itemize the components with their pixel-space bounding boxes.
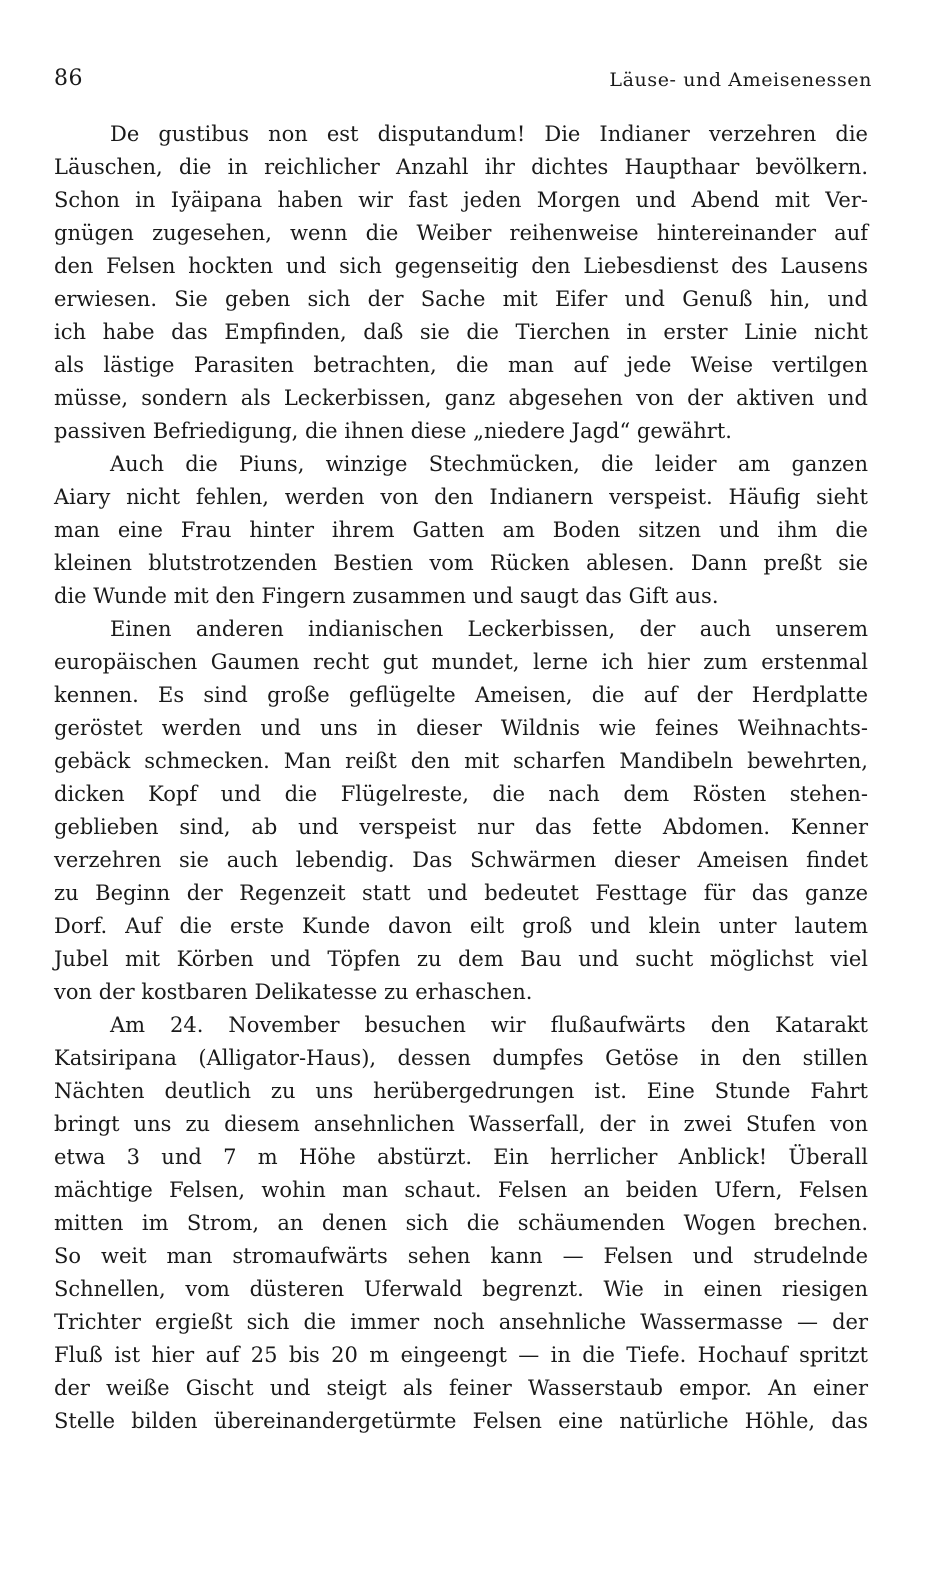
text-line: De gustibus non est disputandum! Die Indianer verzehren die (110, 122, 868, 146)
text-line: Katsiripana (Alligator-Haus), dessen dumpfes Getöse in den stillen (54, 1046, 868, 1070)
text-line: mitten im Strom, an denen sich die schäumenden Wogen brechen. (54, 1211, 868, 1235)
text-line: geröstet werden und uns in dieser Wildnis wie feines Weihnachts- (54, 716, 868, 740)
text-line: von der kostbaren Delikatesse zu erhaschen. (54, 980, 533, 1004)
text-line: gnügen zugesehen, wenn die Weiber reihenweise hintereinander auf (54, 221, 868, 245)
text-line: Einen anderen indianischen Leckerbissen, der auch unserem (110, 617, 868, 641)
text-line: Schon in Iyäipana haben wir fast jeden Morgen und Abend mit Ver- (54, 188, 868, 212)
text-line: Nächten deutlich zu uns herübergedrungen ist. Eine Stunde Fahrt (54, 1079, 868, 1103)
text-line: die Wunde mit den Fingern zusammen und saugt das Gift aus. (54, 584, 719, 608)
text-line: zu Beginn der Regenzeit statt und bedeutet Festtage für das ganze (54, 881, 868, 905)
text-line: bringt uns zu diesem ansehnlichen Wasserfall, der in zwei Stufen von (54, 1112, 868, 1136)
page-number: 86 (54, 66, 83, 91)
text-line: Trichter ergießt sich die immer noch ansehnliche Wassermasse — der (54, 1310, 868, 1334)
text-line: mächtige Felsen, wohin man schaut. Felsen an beiden Ufern, Felsen (54, 1178, 868, 1202)
text-line: der weiße Gischt und steigt als feiner Wasserstaub empor. An einer (54, 1376, 868, 1400)
text-line: gebäck schmecken. Man reißt den mit scharfen Mandibeln bewehrten, (54, 749, 868, 773)
text-line: geblieben sind, ab und verspeist nur das fette Abdomen. Kenner (54, 815, 868, 839)
text-line: europäischen Gaumen recht gut mundet, lerne ich hier zum erstenmal (54, 650, 868, 674)
text-line: So weit man stromaufwärts sehen kann — Felsen und strudelnde (54, 1244, 868, 1268)
text-line: Jubel mit Körben und Töpfen zu dem Bau und sucht möglichst viel (54, 947, 868, 971)
text-line: Am 24. November besuchen wir flußaufwärts den Katarakt (110, 1013, 868, 1037)
running-title: Läuse- und Ameisenessen (609, 69, 872, 91)
text-line: als lästige Parasiten betrachten, die man auf jede Weise vertilgen (54, 353, 868, 377)
text-line: etwa 3 und 7 m Höhe abstürzt. Ein herrlicher Anblick! Überall (54, 1145, 868, 1169)
text-line: ich habe das Empfinden, daß sie die Tierchen in erster Linie nicht (54, 320, 868, 344)
text-line: Dorf. Auf die erste Kunde davon eilt groß und klein unter lautem (54, 914, 868, 938)
text-line: Fluß ist hier auf 25 bis 20 m eingeengt — in die Tiefe. Hochauf spritzt (54, 1343, 868, 1367)
text-line: passiven Befriedigung, die ihnen diese „niedere Jagd“ gewährt. (54, 419, 732, 443)
text-line: Läuschen, die in reichlicher Anzahl ihr dichtes Haupthaar bevölkern. (54, 155, 868, 179)
text-line: den Felsen hockten und sich gegenseitig den Liebesdienst des Lausens (54, 254, 868, 278)
text-line: dicken Kopf und die Flügelreste, die nach dem Rösten stehen- (54, 782, 868, 806)
text-line: erwiesen. Sie geben sich der Sache mit Eifer und Genuß hin, und (54, 287, 868, 311)
text-line: man eine Frau hinter ihrem Gatten am Boden sitzen und ihm die (54, 518, 868, 542)
text-line: Aiary nicht fehlen, werden von den Indianern verspeist. Häufig sieht (54, 485, 868, 509)
text-line: Auch die Piuns, winzige Stechmücken, die leider am ganzen (110, 452, 868, 476)
text-line: kennen. Es sind große geflügelte Ameisen, die auf der Herdplatte (54, 683, 868, 707)
text-line: verzehren sie auch lebendig. Das Schwärmen dieser Ameisen findet (54, 848, 868, 872)
text-line: Stelle bilden übereinandergetürmte Felsen eine natürliche Höhle, das (54, 1409, 868, 1433)
text-line: müsse, sondern als Leckerbissen, ganz abgesehen von der aktiven und (54, 386, 868, 410)
text-line: kleinen blutstrotzenden Bestien vom Rücken ablesen. Dann preßt sie (54, 551, 868, 575)
text-line: Schnellen, vom düsteren Uferwald begrenzt. Wie in einen riesigen (54, 1277, 868, 1301)
